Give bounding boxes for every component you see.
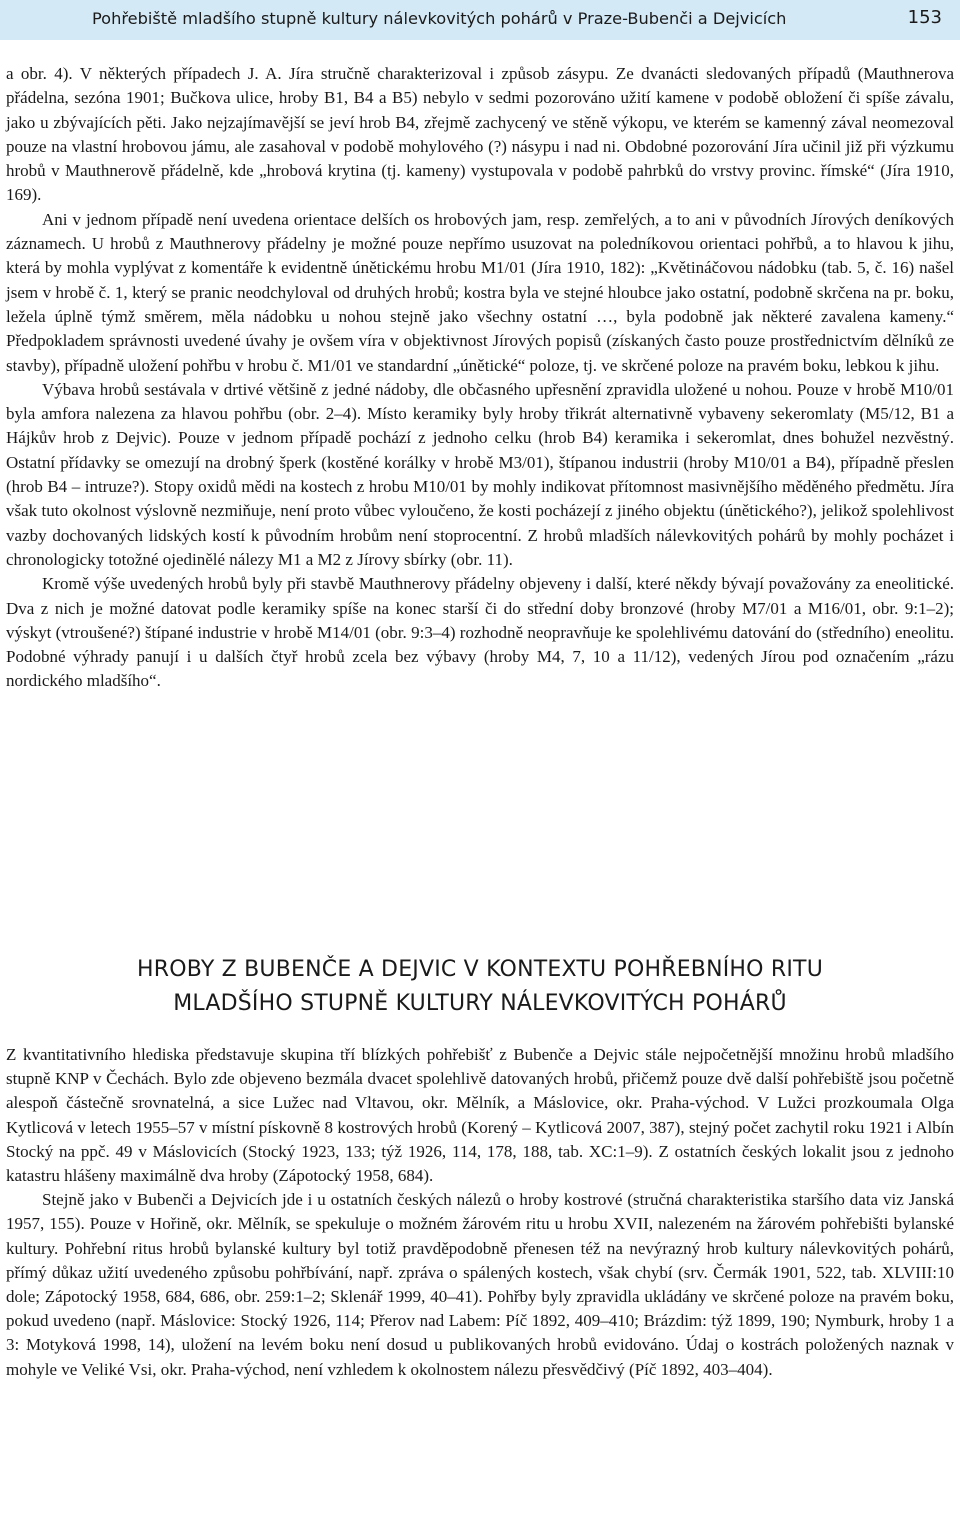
paragraph: Z kvantitativního hlediska představuje skupina tří blízkých pohřebišť z Bubenče a Dejvic stále nejpočetnější množinu hrobů mladšího stupně KNP v Čechách. Bylo zde objeveno bezmála dvacet spolehlivě datovaných hrobů, přičemž pouze dvě další pohřebiště jsou početně alespoň částečně srovnatelná, a sice Lužec nad Vltavou, okr. Mělník, a Máslovice, okr. Praha-východ. V Lužci prozkoumala Olga Kytlicová v letech 1955–57 v místní pískovně 8 kostrových hrobů (Korený – Kytlicová 2007, 387), stejný počet zachytil roku 1921 i Albín Stocký na ppč. 49 v Máslovicích (Stocký 1923, 133; týž 1926, 114, 178, 188, tab. XC:1–9). Z ostatních českých lokalit jsou z jednoho katastru hlášeny maximálně dva hroby (Zápotocký 1958, 684).: [6, 1045, 954, 1186]
running-header: [0, 0, 960, 40]
page-number: 153: [907, 7, 942, 28]
paragraph: Ani v jednom případě není uvedena orientace delších os hrobových jam, resp. zemřelých, a to ani v původních Jírových deníkových záznamech. U hrobů z Mauthnerovy přádelny je možné pouze nepřímo usuzovat na poledníkovou orientaci pohřbů, a to hlavou k jihu, která by mohla vyplývat z komentáře k evidentně únětickému hrobu M1/01 (Jíra 1910, 182): „Květináčovou nádobku (tab. 5, č. 16) našel jsem v hrobě č. 1, který se pranic neodchyloval od druhých hrobů; kostra byla ve stejné hloubce jako ostatní, podobně skrčena na pr. boku, ležela úplně týmž směrem, měla nádobku u nohou stejně jako všechny ostatní …, byla podobně jak některé zavalena kameny.“ Předpokladem správnosti uvedené úvahy je ovšem víra v objektivnost Jírových popisů (získaných často pouze prostřednictvím dělníků ze stavby), případně uložení pohřbu v hrobu č. M1/01 ve standardní „únětické“ poloze, tj. ve skrčené poloze na pravém boku, lebkou k jihu.: [6, 209, 954, 375]
section-heading-line-2: MLADŠÍHO STUPNĚ KULTURY NÁLEVKOVITÝCH POHÁRŮ: [173, 991, 787, 1016]
body-text-section-2: [6, 1043, 954, 1382]
paragraph: a obr. 4). V některých případech J. A. Jíra stručně charakterizoval i způsob zásypu. Ze dvanácti sledovaných případů (Mauthnerova přádelna, sezóna 1901; Bučkova ulice, hroby B1, B4 a B5) nebylo v sedmi pozorováno užití kamene v podobě obložení či spíše závalu, jako u zbývajících pěti. Jako nejzajímavější se jeví hrob B4, zřejmě zachycený ve stěně výkopu, ve kterém se kamenný zával neomezoval pouze na vlastní hrobovou jámu, ale zasahoval v podobě mohylového (?) násypu i nad ni. Obdobné pozorování Jíra učinil již při výzkumu hrobů v Mauthnerově přádelně, kde „hrobová krytina (tj. kameny) vystupovala v podobě pahrbků do vrstvy provinc. římské“ (Jíra 1910, 169).: [6, 64, 954, 205]
paragraph: Stejně jako v Bubenči a Dejvicích jde i u ostatních českých nálezů o hroby kostrové (stručná charakteristika staršího data viz Janská 1957, 155). Pouze v Hořině, okr. Mělník, se spekuluje o možném žárovém ritu u hrobu XVII, nalezeném na žárovém pohřebišti bylanské kultury. Pohřební ritus hrobů bylanské kultury byl totiž pravděpodobně přenesen též na nevýrazný hrob kultury nálevkovitých pohárů, přímý důkaz užití uvedeného způsobu pohřbívání, např. zpráva o spálených kostech, však chybí (srv. Čermák 1901, 522, tab. XLVIII:10 dole; Zápotocký 1958, 684, 686, obr. 259:1–2; Sklenář 1999, 40–41). Pohřby byly zpravidla ukládány ve skrčené poloze na pravém boku, pokud uvedeno (např. Máslovice: Stocký 1926, 114; Přerov nad Labem: Píč 1892, 409–410; Brázdim: týž 1899, 190; Nymburk, hroby 1 a 3: Motyková 1998, 14), uložení na levém boku není dosud u publikovaných hrobů evidováno. Údaj o kostrách položených naznak v mohyle ve Veliké Vsi, okr. Praha-východ, není vzhledem k okolnostem nálezu přesvědčivý (Píč 1892, 403–404).: [6, 1190, 954, 1379]
body-text-section-1: [6, 62, 954, 694]
section-heading-line-1: HROBY Z BUBENČE A DEJVIC V KONTEXTU POHŘEBNÍHO RITU: [136, 957, 823, 982]
running-title: Pohřebiště mladšího stupně kultury nálevkovitých pohárů v Praze-Bubenči a Dejvicích: [92, 9, 787, 28]
paragraph: Výbava hrobů sestávala v drtivé většině z jedné nádoby, dle občasného upřesnění zpravidla uložené u nohou. Pouze v hrobě M10/01 byla amfora nalezena za hlavou pohřbu (obr. 2–4). Místo keramiky byly hroby třikrát alternativně vybaveny sekeromlaty (M5/12, B1 a Hájkův hrob z Dejvic). Pouze v jednom případě pochází z jednoho celku (hrob B4) keramika i sekeromlat, dnes bohužel nezvěstný. Ostatní přídavky se omezují na drobný šperk (kostěné korálky v hrobě M3/01), štípanou industrii (hroby M10/01 a B4), případně přeslen (hrob B4 – intruze?). Stopy oxidů mědi na kostech z hrobu M10/01 by mohly indikovat přítomnost masivnějšího měděného předmětu. Jíra však tuto okolnost výslovně nezmiňuje, není proto vůbec vyloučeno, že kosti pocházejí z jiného objektu (únětického?), jelikož spolehlivost vazby dochovaných lidských kostí k původním hrobům není stoprocentní. Z hrobů mladších nálevkovitých pohárů by mohly pocházet i chronologicky totožné ojedinělé nálezy M1 a M2 z Jírovy sbírky (obr. 11).: [6, 379, 954, 569]
paragraph: Kromě výše uvedených hrobů byly při stavbě Mauthnerovy přádelny objeveny i další, které někdy bývají považovány za eneolitické. Dva z nich je možné datovat podle keramiky spíše na konec starší či do střední doby bronzové (hroby M7/01 a M16/01, obr. 9:1–2); výskyt (vtroušené?) štípané industrie v hrobě M14/01 (obr. 9:3–4) rozhodně neopravňuje ke spolehlivému datování do (středního) eneolitu. Podobné výhrady panují i u dalších čtyř hrobů zcela bez výbavy (hroby M4, 7, 10 a 11/12), vedených Jírou pod označením „rázu nordického mladšího“.: [6, 574, 954, 691]
